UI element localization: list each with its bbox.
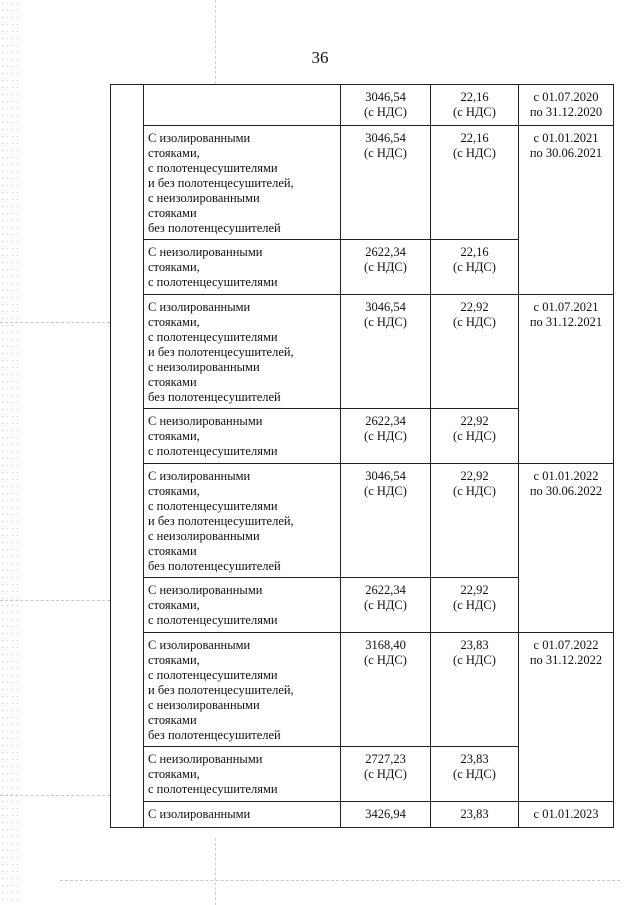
description-line: С неизолированными — [148, 245, 263, 259]
period-line: по 31.12.2021 — [529, 315, 603, 329]
description-line: и без полотенцесушителей, — [148, 345, 294, 359]
description-line: стояками, — [148, 146, 200, 160]
description-line: с полотенцесушителями — [148, 444, 278, 458]
description-cell — [144, 126, 341, 240]
description-line: с неизолированными — [148, 360, 260, 374]
scan-artifact-vline — [215, 0, 216, 84]
description-cell — [144, 747, 341, 802]
description-line: стояками, — [148, 429, 200, 443]
table-row — [111, 464, 614, 578]
norm-cell-vat-note: (с НДС) — [453, 767, 496, 781]
period-line: с 01.07.2022 — [533, 638, 599, 652]
norm-cell-vat-note: (с НДС) — [453, 315, 496, 329]
price-cell — [341, 578, 431, 633]
description-line: С неизолированными — [148, 752, 263, 766]
price-cell-vat-note: (с НДС) — [364, 260, 407, 274]
norm-cell-value: 22,92 — [460, 469, 489, 483]
scan-artifact-line — [0, 322, 110, 323]
norm-cell — [431, 464, 519, 578]
tariff-table — [110, 84, 614, 828]
norm-cell-vat-note: (с НДС) — [453, 484, 496, 498]
price-cell-value: 3046,54 — [365, 300, 406, 314]
description-line: с неизолированными — [148, 191, 260, 205]
description-line: с неизолированными — [148, 698, 260, 712]
description-line: стояками, — [148, 598, 200, 612]
price-cell — [341, 747, 431, 802]
description-line: без полотенцесушителей — [148, 559, 281, 573]
description-line: стояками, — [148, 653, 200, 667]
norm-cell-value: 23,83 — [460, 752, 489, 766]
period-line: с 01.01.2022 — [533, 469, 599, 483]
price-cell — [341, 802, 431, 828]
norm-cell — [431, 409, 519, 464]
scan-noise — [0, 0, 18, 905]
norm-cell-value: 22,16 — [460, 245, 489, 259]
price-cell-vat-note: (с НДС) — [364, 146, 407, 160]
description-line: С изолированными — [148, 131, 251, 145]
price-cell-vat-note: (с НДС) — [364, 315, 407, 329]
price-cell-value: 3046,54 — [365, 469, 406, 483]
description-cell — [144, 633, 341, 747]
description-cell — [144, 409, 341, 464]
price-cell-value: 3046,54 — [365, 131, 406, 145]
description-line: без полотенцесушителей — [148, 728, 281, 742]
period-line: с 01.01.2021 — [533, 131, 599, 145]
description-line: стояками — [148, 375, 197, 389]
norm-cell-vat-note: (с НДС) — [453, 260, 496, 274]
description-line: с полотенцесушителями — [148, 668, 278, 682]
description-line: без полотенцесушителей — [148, 390, 281, 404]
price-cell-vat-note: (с НДС) — [364, 653, 407, 667]
norm-cell — [431, 295, 519, 409]
description-line: с неизолированными — [148, 529, 260, 543]
description-line: с полотенцесушителями — [148, 499, 278, 513]
price-cell — [341, 409, 431, 464]
description-line: С неизолированными — [148, 583, 263, 597]
table-row — [111, 85, 614, 126]
norm-cell-value: 22,92 — [460, 414, 489, 428]
description-line: С изолированными — [148, 807, 251, 821]
price-cell-vat-note: (с НДС) — [364, 429, 407, 443]
norm-cell-value: 23,83 — [460, 807, 489, 821]
norm-cell-vat-note: (с НДС) — [453, 653, 496, 667]
price-cell-vat-note: (с НДС) — [364, 767, 407, 781]
table-row — [111, 802, 614, 828]
norm-cell-value: 22,92 — [460, 300, 489, 314]
period-cell — [519, 85, 614, 126]
price-cell-value: 2622,34 — [365, 583, 406, 597]
price-cell — [341, 85, 431, 126]
scan-artifact-line — [0, 600, 110, 601]
price-cell — [341, 464, 431, 578]
price-cell — [341, 126, 431, 240]
period-line: по 31.12.2022 — [529, 653, 603, 667]
description-line: с полотенцесушителями — [148, 275, 278, 289]
description-line: с полотенцесушителями — [148, 782, 278, 796]
table-row — [111, 633, 614, 747]
price-cell-value: 3168,40 — [365, 638, 406, 652]
page-number: 36 — [311, 48, 329, 67]
description-line: с полотенцесушителями — [148, 613, 278, 627]
description-cell — [144, 240, 341, 295]
description-line: стояками — [148, 713, 197, 727]
description-line: С изолированными — [148, 300, 251, 314]
price-cell-value: 2622,34 — [365, 245, 406, 259]
table-row — [111, 126, 614, 240]
description-line: С изолированными — [148, 469, 251, 483]
scan-artifact-vline — [215, 838, 216, 905]
description-line: С неизолированными — [148, 414, 263, 428]
period-line: с 01.01.2023 — [533, 807, 599, 821]
price-cell — [341, 240, 431, 295]
period-line: по 30.06.2022 — [529, 484, 603, 498]
norm-cell-vat-note: (с НДС) — [453, 105, 496, 119]
description-line: стояками — [148, 544, 197, 558]
description-line: и без полотенцесушителей, — [148, 514, 294, 528]
table-row — [111, 295, 614, 409]
tariff-table-body — [111, 85, 614, 828]
description-cell — [144, 578, 341, 633]
period-line: по 30.06.2021 — [529, 146, 603, 160]
scan-artifact-line — [60, 880, 620, 881]
description-line: без полотенцесушителей — [148, 221, 281, 235]
norm-cell — [431, 240, 519, 295]
index-column-cell — [111, 85, 144, 828]
norm-cell-vat-note: (с НДС) — [453, 146, 496, 160]
norm-cell-vat-note: (с НДС) — [453, 429, 496, 443]
period-cell — [519, 802, 614, 828]
norm-cell-value: 23,83 — [460, 638, 489, 652]
description-line: стояками, — [148, 260, 200, 274]
period-cell — [519, 126, 614, 295]
norm-cell — [431, 633, 519, 747]
description-line: с полотенцесушителями — [148, 161, 278, 175]
period-line: с 01.07.2021 — [533, 300, 599, 314]
description-line: стояками — [148, 206, 197, 220]
description-cell — [144, 802, 341, 828]
scan-artifact-line — [0, 795, 110, 796]
description-line: стояками, — [148, 484, 200, 498]
description-line: стояками, — [148, 315, 200, 329]
norm-cell-value: 22,16 — [460, 131, 489, 145]
price-cell-value: 2727,23 — [365, 752, 406, 766]
norm-cell — [431, 578, 519, 633]
period-cell — [519, 295, 614, 464]
price-cell-vat-note: (с НДС) — [364, 105, 407, 119]
description-line: и без полотенцесушителей, — [148, 176, 294, 190]
period-cell — [519, 633, 614, 802]
price-cell — [341, 633, 431, 747]
price-cell-value: 3426,94 — [365, 807, 406, 821]
norm-cell — [431, 85, 519, 126]
norm-cell-value: 22,92 — [460, 583, 489, 597]
price-cell-value: 3046,54 — [365, 90, 406, 104]
norm-cell — [431, 802, 519, 828]
period-line: по 31.12.2020 — [529, 105, 603, 119]
price-cell-vat-note: (с НДС) — [364, 484, 407, 498]
description-line: стояками, — [148, 767, 200, 781]
description-cell — [144, 295, 341, 409]
norm-cell-vat-note: (с НДС) — [453, 598, 496, 612]
norm-cell — [431, 126, 519, 240]
description-cell — [144, 464, 341, 578]
price-cell — [341, 295, 431, 409]
norm-cell — [431, 747, 519, 802]
period-cell — [519, 464, 614, 633]
price-cell-value: 2622,34 — [365, 414, 406, 428]
period-line: с 01.07.2020 — [533, 90, 599, 104]
norm-cell-value: 22,16 — [460, 90, 489, 104]
description-line: С изолированными — [148, 638, 251, 652]
description-line: и без полотенцесушителей, — [148, 683, 294, 697]
description-cell — [144, 85, 341, 126]
price-cell-vat-note: (с НДС) — [364, 598, 407, 612]
description-line: с полотенцесушителями — [148, 330, 278, 344]
